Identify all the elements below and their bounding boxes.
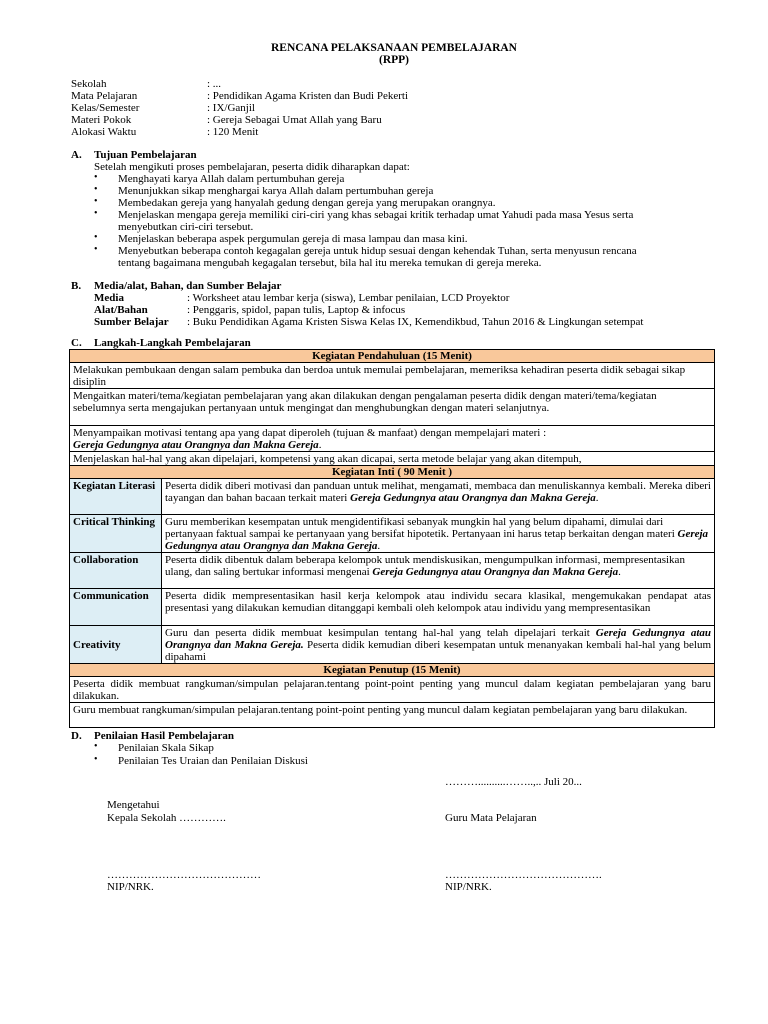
pendahuluan-row: Melakukan pembukaan dengan salam pembuka dan berdoa untuk memulai pembelajaran, memeriksa kehadiran peserta didik sebagai sikap disiplin xyxy=(70,363,715,389)
section-b-heading: Media/alat, Bahan, dan Sumber Belajar xyxy=(94,280,282,292)
pendahuluan-header: Kegiatan Pendahuluan (15 Menit) xyxy=(70,350,715,363)
communication-text: Peserta didik mempresentasikan hasil kerja kelompok atau individu secara klasikal, mengemukakan pendapat atas presentasi yang dilakukan kemudian ditanggapi kembali oleh kelompok atau individu yang mempresentasikan xyxy=(162,589,715,626)
bullet-icon: • xyxy=(94,232,98,243)
creativity-text: Guru dan peserta didik membuat kesimpulan tentang hal-hal yang telah dipelajari terkait Gereja Gedungnya atau Orangnya dan Makna Gereja. Peserta didik kemudian diberi kesempatan untuk menanyakan kembali hal-hal yang belum dipahami xyxy=(162,626,715,664)
sumber-belajar-label: Sumber Belajar xyxy=(94,316,169,328)
assessment-item: Penilaian Skala Sikap xyxy=(118,742,214,754)
objective-item-continued: menyebutkan ciri-ciri tersebut. xyxy=(118,221,254,233)
identity-label-mapel: Mata Pelajaran xyxy=(71,90,138,102)
objective-item: Menjelaskan mengapa gereja memiliki ciri-ciri yang khas sebagai kritik terhadap umat Yahudi pada masa Yesus serta xyxy=(118,209,634,221)
document-title: RENCANA PELAKSANAAN PEMBELAJARAN xyxy=(271,42,517,54)
section-c-heading: Langkah-Langkah Pembelajaran xyxy=(94,337,251,349)
guru-mapel-label: Guru Mata Pelajaran xyxy=(445,812,537,824)
section-a-letter: A. xyxy=(71,149,82,161)
literasi-label: Kegiatan Literasi xyxy=(70,479,162,515)
penutup-row: Guru membuat rangkuman/simpulan pelajaran.tentang point-point penting yang muncul dalam kegiatan pembelajaran yang baru dilakukan. xyxy=(70,703,715,728)
identity-value-alokasi: : 120 Menit xyxy=(207,126,259,138)
materi-emphasis: Gereja Gedungnya atau Orangnya dan Makna Gereja xyxy=(165,528,709,552)
identity-label-sekolah: Sekolah xyxy=(71,78,107,90)
objective-item: Membedakan gereja yang hanyalah gedung dengan gereja yang merupakan orangnya. xyxy=(118,197,496,209)
identity-label-kelas: Kelas/Semester xyxy=(71,102,140,114)
section-c-letter: C. xyxy=(71,337,82,349)
identity-label-materi: Materi Pokok xyxy=(71,114,132,126)
lesson-steps-table xyxy=(69,349,715,728)
kepala-sekolah-label: Kepala Sekolah …………. xyxy=(107,812,226,824)
alat-bahan-value: : Penggaris, spidol, papan tulis, Laptop & infocus xyxy=(187,304,406,316)
objective-item: Menghayati karya Allah dalam pertumbuhan gereja xyxy=(118,173,345,185)
media-value: : Worksheet atau lembar kerja (siswa), Lembar penilaian, LCD Proyektor xyxy=(187,292,510,304)
objective-item: Menjelaskan beberapa aspek pergumulan gereja di masa lampau dan masa kini. xyxy=(118,233,468,245)
pendahuluan-row: Mengaitkan materi/tema/kegiatan pembelajaran yang akan dilakukan dengan pengalaman peserta didik dengan materi/tema/kegiatan sebelumnya serta mengajukan pertanyaan untuk mengingat dan menghubungkan dengan materi selanjutnya. xyxy=(70,389,715,426)
section-a-intro: Setelah mengikuti proses pembelajaran, peserta didik diharapkan dapat: xyxy=(94,161,410,173)
section-b-letter: B. xyxy=(71,280,82,292)
identity-label-alokasi: Alokasi Waktu xyxy=(71,126,137,138)
media-label: Media xyxy=(94,292,124,304)
pendahuluan-row: Menjelaskan hal-hal yang akan dipelajari, kompetensi yang akan dicapai, serta metode belajar yang akan ditempuh, xyxy=(70,452,715,466)
document-subtitle: (RPP) xyxy=(378,54,409,66)
bullet-icon: • xyxy=(94,741,98,752)
materi-emphasis: Gereja Gedungnya atau Orangnya dan Makna Gereja xyxy=(73,439,319,451)
objective-item-continued: tentang bagaimana mengubah kegagalan tersebut, bila hal itu mereka temukan di gereja mereka. xyxy=(118,257,542,269)
alat-bahan-label: Alat/Bahan xyxy=(94,304,148,316)
section-a-heading: Tujuan Pembelajaran xyxy=(94,149,197,161)
inti-header: Kegiatan Inti ( 90 Menit ) xyxy=(70,466,715,479)
objective-item: Menyebutkan beberapa contoh kegagalan gereja untuk hidup sesuai dengan kehendak Tuhan, serta menyusun rencana xyxy=(118,245,637,257)
bullet-icon: • xyxy=(94,184,98,195)
literasi-text: Peserta didik diberi motivasi dan panduan untuk melihat, mengamati, membaca dan menuliskannya kembali. Mereka diberi tayangan dan bahan bacaan terkait materi Gereja Gedungnya atau Orangnya dan Makna Gereja. xyxy=(162,479,715,515)
bullet-icon: • xyxy=(94,208,98,219)
critical-thinking-label: Critical Thinking xyxy=(70,515,162,553)
creativity-label: Creativity xyxy=(70,626,162,664)
nip-right: NIP/NRK. xyxy=(445,881,492,893)
nip-left: NIP/NRK. xyxy=(107,881,154,893)
assessment-item: Penilaian Tes Uraian dan Penilaian Diskusi xyxy=(118,755,308,767)
identity-value-materi: : Gereja Sebagai Umat Allah yang Baru xyxy=(207,114,382,126)
section-d-heading: Penilaian Hasil Pembelajaran xyxy=(94,730,234,742)
identity-value-sekolah: : ... xyxy=(207,78,222,90)
collaboration-text: Peserta didik dibentuk dalam beberapa kelompok untuk mendiskusikan, mengumpulkan informasi, mempresentasikan ulang, dan saling bertukar informasi mengenai Gereja Gedungnya atau Orangnya dan Makna Gereja. xyxy=(162,553,715,589)
signature-date: ………..........……..,.. Juli 20... xyxy=(445,776,582,788)
penutup-header: Kegiatan Penutup (15 Menit) xyxy=(70,664,715,677)
objective-item: Menunjukkan sikap menghargai karya Allah dalam pertumbuhan gereja xyxy=(118,185,434,197)
bullet-icon: • xyxy=(94,754,98,765)
bullet-icon: • xyxy=(94,244,98,255)
pendahuluan-row: Menyampaikan motivasi tentang apa yang dapat diperoleh (tujuan & manfaat) dengan mempelajari materi : Gereja Gedungnya atau Orangnya dan Makna Gereja. xyxy=(70,426,715,452)
materi-emphasis: Gereja Gedungnya atau Orangnya dan Makna Gereja xyxy=(372,566,619,578)
pendahuluan-motivation-text: Menyampaikan motivasi tentang apa yang dapat diperoleh (tujuan & manfaat) dengan mempelajari materi : xyxy=(73,427,547,439)
section-d-letter: D. xyxy=(71,730,82,742)
identity-value-kelas: : IX/Ganjil xyxy=(207,102,255,114)
materi-emphasis: Gereja Gedungnya atau Orangnya dan Makna Gereja xyxy=(350,492,596,504)
collaboration-label: Collaboration xyxy=(70,553,162,589)
materi-emphasis: Gereja Gedungnya atau Orangnya dan Makna Gereja. xyxy=(165,627,712,651)
communication-label: Communication xyxy=(70,589,162,626)
penutup-row: Peserta didik membuat rangkuman/simpulan pelajaran.tentang point-point penting yang muncul dalam kegiatan pembelajaran yang baru dilakukan. xyxy=(70,677,715,703)
critical-thinking-text: Guru memberikan kesempatan untuk mengidentifikasi sebanyak mungkin hal yang belum dipahami, dimulai dari pertanyaan faktual sampai ke pertanyaan yang bersifat hipotetik. Pertanyaan ini harus tetap berkaitan dengan materi Gereja Gedungnya atau Orangnya dan Makna Gereja. xyxy=(162,515,715,553)
mengetahui-text: Mengetahui xyxy=(107,799,160,811)
signature-line-left: …………………………………… xyxy=(107,869,261,881)
sumber-belajar-value: : Buku Pendidikan Agama Kristen Siswa Kelas IX, Kemendikbud, Tahun 2016 & Lingkungan setempat xyxy=(187,316,644,328)
bullet-icon: • xyxy=(94,172,98,183)
identity-value-mapel: : Pendidikan Agama Kristen dan Budi Pekerti xyxy=(207,90,409,102)
bullet-icon: • xyxy=(94,196,98,207)
signature-line-right: ……………………………………. xyxy=(445,869,602,881)
